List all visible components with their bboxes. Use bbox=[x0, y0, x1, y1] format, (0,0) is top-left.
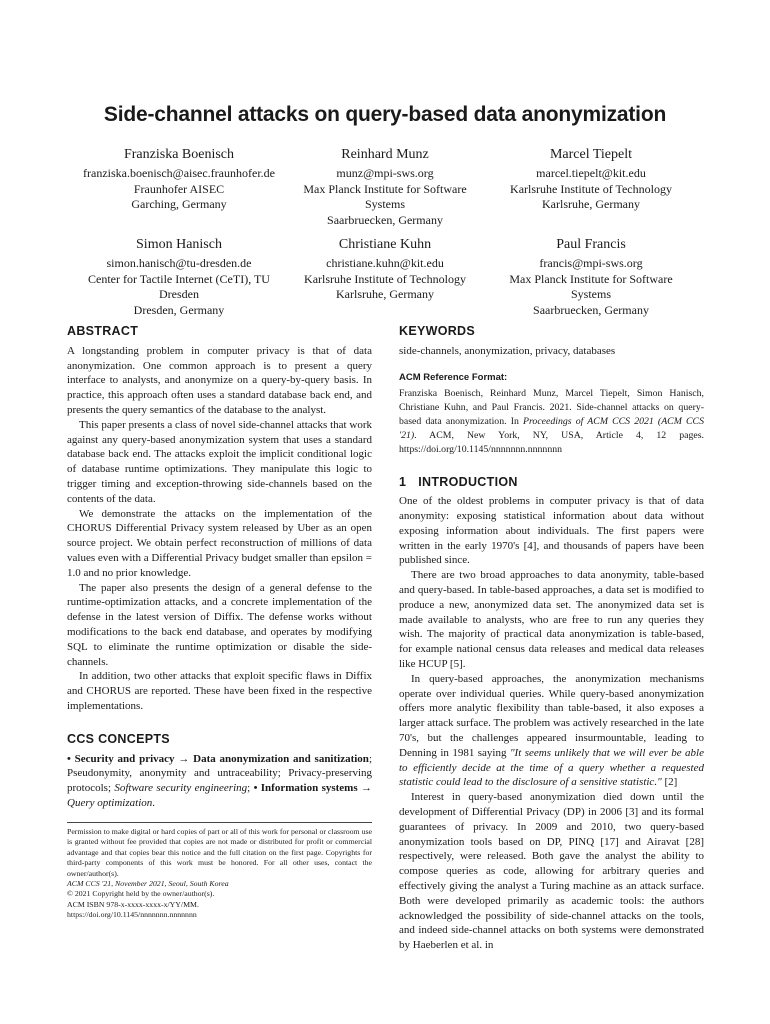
author-location: Saarbruecken, Germany bbox=[327, 212, 443, 227]
arrow: → bbox=[174, 752, 194, 765]
author-affiliation: Dresden bbox=[159, 287, 199, 301]
citation: [2] bbox=[661, 776, 678, 789]
author-name: Christiane Kuhn bbox=[338, 237, 432, 252]
author-affiliation: Max Planck Institute for Software bbox=[509, 271, 673, 286]
abstract-paragraph: This paper presents a class of novel side-channel attacks that work against any query-based anonymization system that uses a standard database back end. The attacks exploit the implicit conditional logic of database runtime optimizations. They manipulate this logic to trigger timing and exception-throwing side-channels based on the contents of the data. bbox=[67, 418, 372, 505]
author-email: marcel.tiepelt@kit.edu bbox=[536, 166, 646, 180]
author-email: francis@mpi-sws.org bbox=[539, 256, 643, 270]
ccs-term: Software security engineering bbox=[114, 782, 248, 795]
ccs-term: Data anonymization and sanitization bbox=[193, 752, 369, 765]
section-title: INTRODUCTION bbox=[418, 475, 518, 490]
permission-notice: Permission to make digital or hard copies of part or all of this work for personal or classroom use is granted without fee provided that copies are not made or distributed for profit or commercial advantage and that copies bear this notice and the full citation on the first page. Copyrights for third-party components of this work must be honored. For all other uses, contact the owner/author(s). bbox=[67, 827, 372, 878]
left-column bbox=[67, 324, 372, 811]
ref-text: Franziska Boenisch, Reinhard Munz, Marcel Tiepelt, Simon Hanisch, Christiane Kuhn, and Paul Francis. 2021. Side-channel attacks on query-based data anonymization. In bbox=[399, 388, 704, 428]
author-block bbox=[476, 146, 706, 213]
author-block bbox=[270, 236, 500, 303]
author-affiliation: Fraunhofer AISEC bbox=[133, 181, 225, 196]
ccs-text: ; bbox=[247, 782, 254, 795]
author-affiliation: Center for Tactile Internet (CeTI), TU bbox=[88, 271, 270, 286]
author-name: Marcel Tiepelt bbox=[549, 147, 633, 162]
copyright-line: © 2021 Copyright held by the owner/author(s). bbox=[67, 889, 215, 899]
author-block bbox=[476, 236, 706, 318]
author-email: christiane.kuhn@kit.edu bbox=[326, 256, 444, 270]
acm-reference bbox=[399, 387, 704, 457]
author-affiliation: Systems bbox=[570, 287, 611, 301]
paper-title: Side-channel attacks on query-based data anonymization bbox=[103, 103, 667, 126]
section-number: 1 bbox=[399, 475, 407, 490]
author-email: munz@mpi-sws.org bbox=[336, 166, 434, 180]
author-block bbox=[64, 236, 294, 318]
ccs-term: • Information systems bbox=[253, 782, 358, 795]
author-affiliation: Max Planck Institute for Software bbox=[303, 181, 467, 196]
intro-paragraph bbox=[399, 672, 704, 790]
author-email: franziska.boenisch@aisec.fraunhofer.de bbox=[83, 166, 275, 180]
author-block bbox=[64, 146, 294, 213]
author-email: simon.hanisch@tu-dresden.de bbox=[106, 256, 252, 270]
author-block bbox=[270, 146, 500, 228]
intro-paragraph: There are two broad approaches to data anonymity, table-based and query-based. In table-based approaches, a data set is modified to produce a new, anonymized data set. The anonymized data set is made available to analysts, who are free to run any queries they wish. The majority of practical data anonymization is table-based, for example national census data releases and medical data releases like HCUP [5]. bbox=[399, 569, 704, 670]
ref-text: . ACM, New York, NY, USA, Article 4, 12 pages. https://doi.org/10.1145/nnnnnnn.nnnnnnn bbox=[399, 430, 704, 456]
author-name: Franziska Boenisch bbox=[123, 147, 235, 162]
author-affiliation: Karlsruhe Institute of Technology bbox=[510, 181, 672, 196]
author-name: Reinhard Munz bbox=[341, 147, 429, 162]
author-location: Garching, Germany bbox=[131, 197, 227, 211]
author-name: Simon Hanisch bbox=[136, 237, 222, 252]
copyright-footnote bbox=[67, 822, 372, 921]
ref-proceedings: Proceedings of ACM CCS 2021 (ACM CCS '21) bbox=[399, 416, 704, 442]
ccs-term: • Security and privacy bbox=[67, 752, 175, 765]
keywords-heading: KEYWORDS bbox=[399, 324, 476, 338]
isbn-line: ACM ISBN 978-x-xxxx-xxxx-x/YY/MM. bbox=[67, 899, 199, 909]
abstract-paragraph: The paper also presents the design of a general defense to the runtime-optimization attacks, and a concrete implementation of the defense in the latest version of Diffix. The defense works without modifications to the back end database, and operates by modifying SQL to eliminate the runtime optimization or disable the side-channels. bbox=[67, 581, 372, 668]
author-location: Dresden, Germany bbox=[133, 302, 225, 317]
ccs-text: . bbox=[152, 796, 155, 809]
abstract-paragraph: In addition, two other attacks that exploit specific flaws in Diffix and CHORUS are reported. These have been fixed in the respective implementations. bbox=[67, 670, 372, 712]
abstract-paragraph: We demonstrate the attacks on the implementation of the CHORUS Differential Privacy system released by Uber as an open source project. We obtain perfect reconstruction of millions of data values even with a Differential Privacy budget smaller than epsilon = 1.0 and no prior knowledge. bbox=[67, 507, 372, 579]
conference-line: ACM CCS '21, November 2021, Seoul, South Korea bbox=[67, 879, 229, 889]
intro-text: In query-based approaches, the anonymization mechanisms operate over individual queries. While query-based anonymization offers more analytic flexibility than table-based, it also exposes a larger attack surface. The problem was actively researched in the late 70's, but the challenges appeared insurmountable, leading to Denning in 1981 saying bbox=[399, 672, 704, 759]
ccs-heading: CCS CONCEPTS bbox=[67, 731, 170, 746]
author-location: Saarbruecken, Germany bbox=[533, 302, 649, 317]
abstract-heading: ABSTRACT bbox=[67, 324, 139, 338]
doi-line: https://doi.org/10.1145/nnnnnnn.nnnnnnn bbox=[67, 910, 197, 920]
author-location: Karlsruhe, Germany bbox=[336, 287, 434, 301]
author-name: Paul Francis bbox=[556, 237, 626, 252]
arrow: → bbox=[357, 782, 372, 795]
ccs-concepts bbox=[67, 752, 372, 811]
abstract-paragraph: A longstanding problem in computer privacy is that of data anonymization. One common approach is to present a query interface to analysts, and anonymize on a query-by-query basis. In practice, this approach often uses a standard database back end, and presents the query semantics of the database to the analyst. bbox=[67, 344, 372, 416]
introduction-heading bbox=[399, 475, 704, 490]
author-affiliation: Systems bbox=[364, 197, 405, 211]
intro-paragraph: One of the oldest problems in computer privacy is that of data anonymity: exposing statistical information about data without exposing information about individuals. The first papers were written in the early 1970's [4], and thousands of papers have been published since. bbox=[399, 495, 704, 567]
keywords-text: side-channels, anonymization, privacy, databases bbox=[399, 344, 616, 357]
intro-paragraph: Interest in query-based anonymization died down until the development of Differential Privacy (DP) in 2006 [3] and its formal guarantees of privacy. In 2009 and 2010, two query-based anonymization tools based on DP, PINQ [17] and Airavat [28] respectively, were released. Both gave the analyst the ability to compose queries as code, allowing for arbitrary queries and effectively giving the analyst a Turing machine as an attack surface. Both were developed primarily as academic tools: the authors acknowledged the possibility of side-channel attacks on the tools, and indeed side-channel attacks on both systems were demonstrated by Haeberlen et al. in bbox=[399, 791, 704, 952]
ccs-text: ; Pseudonymity, anonymity and untraceability; Privacy-preserving protocols; bbox=[67, 752, 372, 795]
author-location: Karlsruhe, Germany bbox=[542, 197, 640, 211]
right-column bbox=[399, 324, 704, 953]
ccs-term: Query optimization bbox=[67, 796, 153, 809]
acm-ref-heading: ACM Reference Format: bbox=[399, 371, 508, 383]
author-affiliation: Karlsruhe Institute of Technology bbox=[304, 271, 466, 286]
denning-quote: "It seems unlikely that we will ever be able to efficiently decide at the time of a query whether a requested statistic could lead to the disclosure of a sensitive statistic." bbox=[399, 746, 704, 789]
